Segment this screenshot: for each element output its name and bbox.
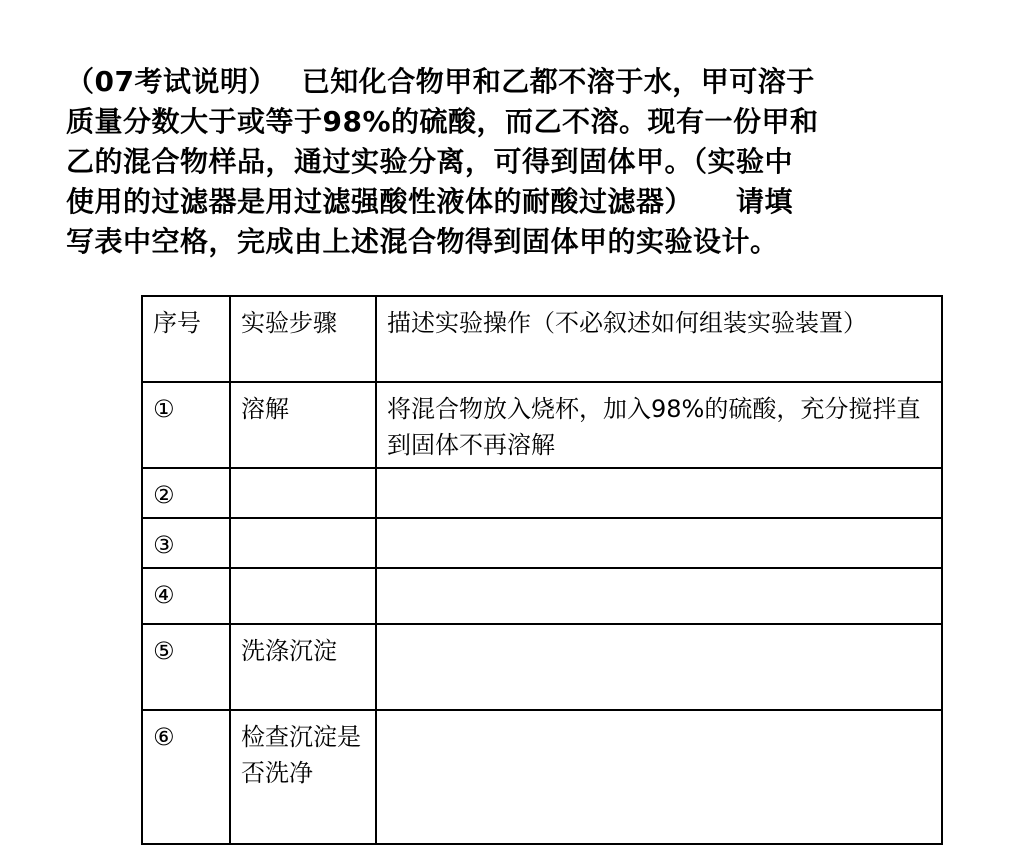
- row-number: ③: [142, 518, 230, 568]
- row-step[interactable]: 检查沉淀是否洗净: [230, 710, 376, 844]
- row-step[interactable]: [230, 568, 376, 624]
- row-number: ④: [142, 568, 230, 624]
- row-number: ②: [142, 468, 230, 518]
- table-row: [142, 468, 942, 518]
- row-step[interactable]: [230, 468, 376, 518]
- row-description[interactable]: [376, 518, 942, 568]
- problem-line-4: 使用的过滤器是用过滤强酸性液体的耐酸过滤器） 请填: [66, 185, 794, 218]
- row-number: ⑤: [142, 624, 230, 710]
- row-step[interactable]: 溶解: [230, 382, 376, 468]
- row-description[interactable]: [376, 624, 942, 710]
- experiment-table-container: [141, 295, 941, 787]
- row-description[interactable]: [376, 468, 942, 518]
- table-row: [142, 624, 942, 710]
- table-header-row: [142, 296, 942, 382]
- problem-line-2: 质量分数大于或等于98%的硫酸，而乙不溶。现有一份甲和: [66, 105, 819, 138]
- row-number: ⑥: [142, 710, 230, 844]
- problem-line-3: 乙的混合物样品，通过实验分离，可得到固体甲。（实验中: [66, 145, 794, 178]
- table-row: [142, 568, 942, 624]
- row-description[interactable]: [376, 710, 942, 844]
- table-row: [142, 518, 942, 568]
- row-description[interactable]: 将混合物放入烧杯，加入98%的硫酸，充分搅拌直到固体不再溶解: [376, 382, 942, 468]
- table-row: [142, 382, 942, 468]
- header-number: 序号: [142, 296, 230, 382]
- header-step: 实验步骤: [230, 296, 376, 382]
- row-number: ①: [142, 382, 230, 468]
- experiment-design-table: [141, 295, 943, 845]
- row-step[interactable]: 洗涤沉淀: [230, 624, 376, 710]
- problem-line-1: （07考试说明） 已知化合物甲和乙都不溶于水，甲可溶于: [66, 65, 815, 98]
- row-description[interactable]: [376, 568, 942, 624]
- problem-line-5: 写表中空格，完成由上述混合物得到固体甲的实验设计。: [66, 225, 779, 258]
- row-step[interactable]: [230, 518, 376, 568]
- problem-statement: [66, 62, 966, 262]
- table-row: [142, 710, 942, 844]
- header-description: 描述实验操作（不必叙述如何组装实验装置）: [376, 296, 942, 382]
